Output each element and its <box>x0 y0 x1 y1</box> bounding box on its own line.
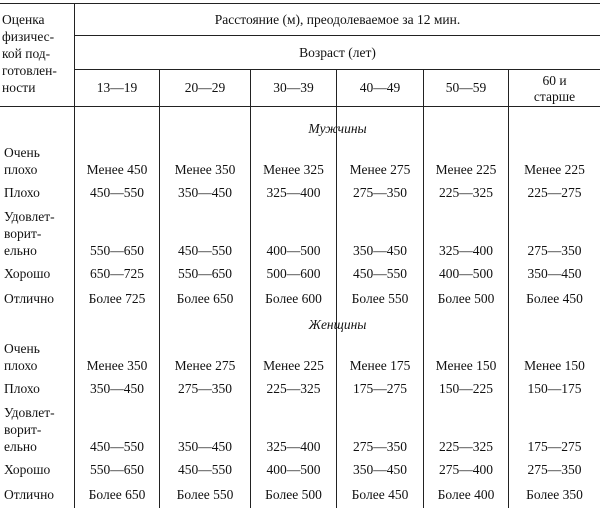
age-group-header: 30—39 <box>273 80 314 95</box>
table-cell: 350—450 <box>90 381 144 396</box>
table-cell: 225—275 <box>527 185 582 200</box>
row-label: плохо <box>4 162 38 177</box>
table-cell: Менее 325 <box>263 162 324 177</box>
table-cell: 275—350 <box>353 439 407 454</box>
row-label: ворит- <box>4 226 42 241</box>
header-divider-age <box>74 69 600 70</box>
table-cell: Менее 175 <box>349 358 411 373</box>
row-label: Удовлет- <box>4 209 55 224</box>
table-cell: 450—550 <box>178 243 232 258</box>
table-cell: 275—350 <box>178 381 232 396</box>
table-cell: Более 550 <box>176 487 234 502</box>
row-label: плохо <box>4 358 38 373</box>
table-cell: 175—275 <box>527 439 582 454</box>
rating-header-line: Оценка <box>2 12 45 27</box>
table-cell: 225—325 <box>266 381 321 396</box>
table-cell: Более 450 <box>351 487 409 502</box>
table-cell: Менее 225 <box>524 162 585 177</box>
table-cell: 350—450 <box>178 185 232 200</box>
table-cell: 400—500 <box>266 243 321 258</box>
section-title-women: Женщины <box>308 317 367 332</box>
row-label: ворит- <box>4 422 42 437</box>
table-cell: 350—450 <box>178 439 232 454</box>
header-divider-distance <box>74 35 600 36</box>
header-bottom-rule <box>0 106 600 107</box>
table-cell: Более 550 <box>351 291 409 306</box>
age-group-header: 50—59 <box>445 80 487 95</box>
row-label: Удовлет- <box>4 405 55 420</box>
row-label: Отлично <box>4 291 55 306</box>
age-title: Возраст (лет) <box>299 45 376 60</box>
table-cell: 325—400 <box>266 439 321 454</box>
age-group-header: 60 и старше <box>533 73 576 104</box>
section-title-men: Мужчины <box>308 121 367 136</box>
table-cell: Более 450 <box>526 291 583 306</box>
table-cell: 275—350 <box>527 462 582 477</box>
table-cell: Менее 275 <box>174 358 236 373</box>
table-cell: 150—225 <box>439 381 493 396</box>
table-cell: 450—550 <box>90 439 144 454</box>
row-label: ельно <box>4 243 37 258</box>
table-cell: Более 650 <box>176 291 234 306</box>
table-cell: 225—325 <box>439 185 493 200</box>
table-cell: 450—550 <box>353 266 407 281</box>
table-cell: Более 350 <box>526 487 583 502</box>
rating-header-line: физичес- <box>2 29 55 44</box>
table-cell: 550—650 <box>178 266 232 281</box>
row-label: Хорошо <box>4 462 51 477</box>
table-cell: Менее 275 <box>349 162 411 177</box>
table-cell: 350—450 <box>353 462 407 477</box>
distance-title: Расстояние (м), преодолеваемое за 12 мин. <box>214 12 461 27</box>
row-label: Плохо <box>4 185 40 200</box>
row-label: Отлично <box>4 487 55 502</box>
table-cell: Более 600 <box>265 291 322 306</box>
table-cell: Менее 350 <box>86 358 148 373</box>
table-cell: 650—725 <box>90 266 144 281</box>
table-cell: 325—400 <box>266 185 321 200</box>
row-label: Очень <box>4 145 40 160</box>
table-cell: Более 725 <box>88 291 146 306</box>
table-cell: 350—450 <box>527 266 582 281</box>
row-label: Очень <box>4 341 40 356</box>
table-cell: 550—650 <box>90 243 144 258</box>
table-cell: Менее 225 <box>435 162 497 177</box>
table-cell: 275—350 <box>527 243 582 258</box>
table-cell: Менее 225 <box>263 358 324 373</box>
row-label: Плохо <box>4 381 40 396</box>
table-cell: Менее 450 <box>86 162 148 177</box>
table-cell: 400—500 <box>266 462 321 477</box>
table-cell: 350—450 <box>353 243 407 258</box>
table-cell: 175—275 <box>353 381 407 396</box>
table-cell: Более 650 <box>88 487 146 502</box>
table-cell: Менее 150 <box>524 358 585 373</box>
rating-header-line: ности <box>2 80 36 95</box>
rating-header-line: кой под- <box>2 46 51 61</box>
table-cell: Менее 350 <box>174 162 236 177</box>
row-label: ельно <box>4 439 37 454</box>
table-cell: 450—550 <box>90 185 144 200</box>
table-cell: Более 400 <box>437 487 495 502</box>
table-cell: 275—350 <box>353 185 407 200</box>
table-cell: 150—175 <box>527 381 582 396</box>
table-cell: 400—500 <box>439 266 493 281</box>
table-cell: 325—400 <box>439 243 493 258</box>
table-cell: 225—325 <box>439 439 493 454</box>
table-cell: 550—650 <box>90 462 144 477</box>
table-cell: Более 500 <box>265 487 322 502</box>
age-group-header: 20—29 <box>184 80 226 95</box>
table-cell: 450—550 <box>178 462 232 477</box>
table-cell: 275—400 <box>439 462 493 477</box>
rating-header-line: готовлен- <box>2 63 57 78</box>
table-cell: Более 500 <box>437 291 495 306</box>
row-label: Хорошо <box>4 266 51 281</box>
age-group-header: 40—49 <box>359 80 401 95</box>
table-cell: 500—600 <box>266 266 321 281</box>
table-cell: Менее 150 <box>435 358 497 373</box>
age-group-header: 13—19 <box>96 80 138 95</box>
table-top-rule <box>0 3 600 4</box>
